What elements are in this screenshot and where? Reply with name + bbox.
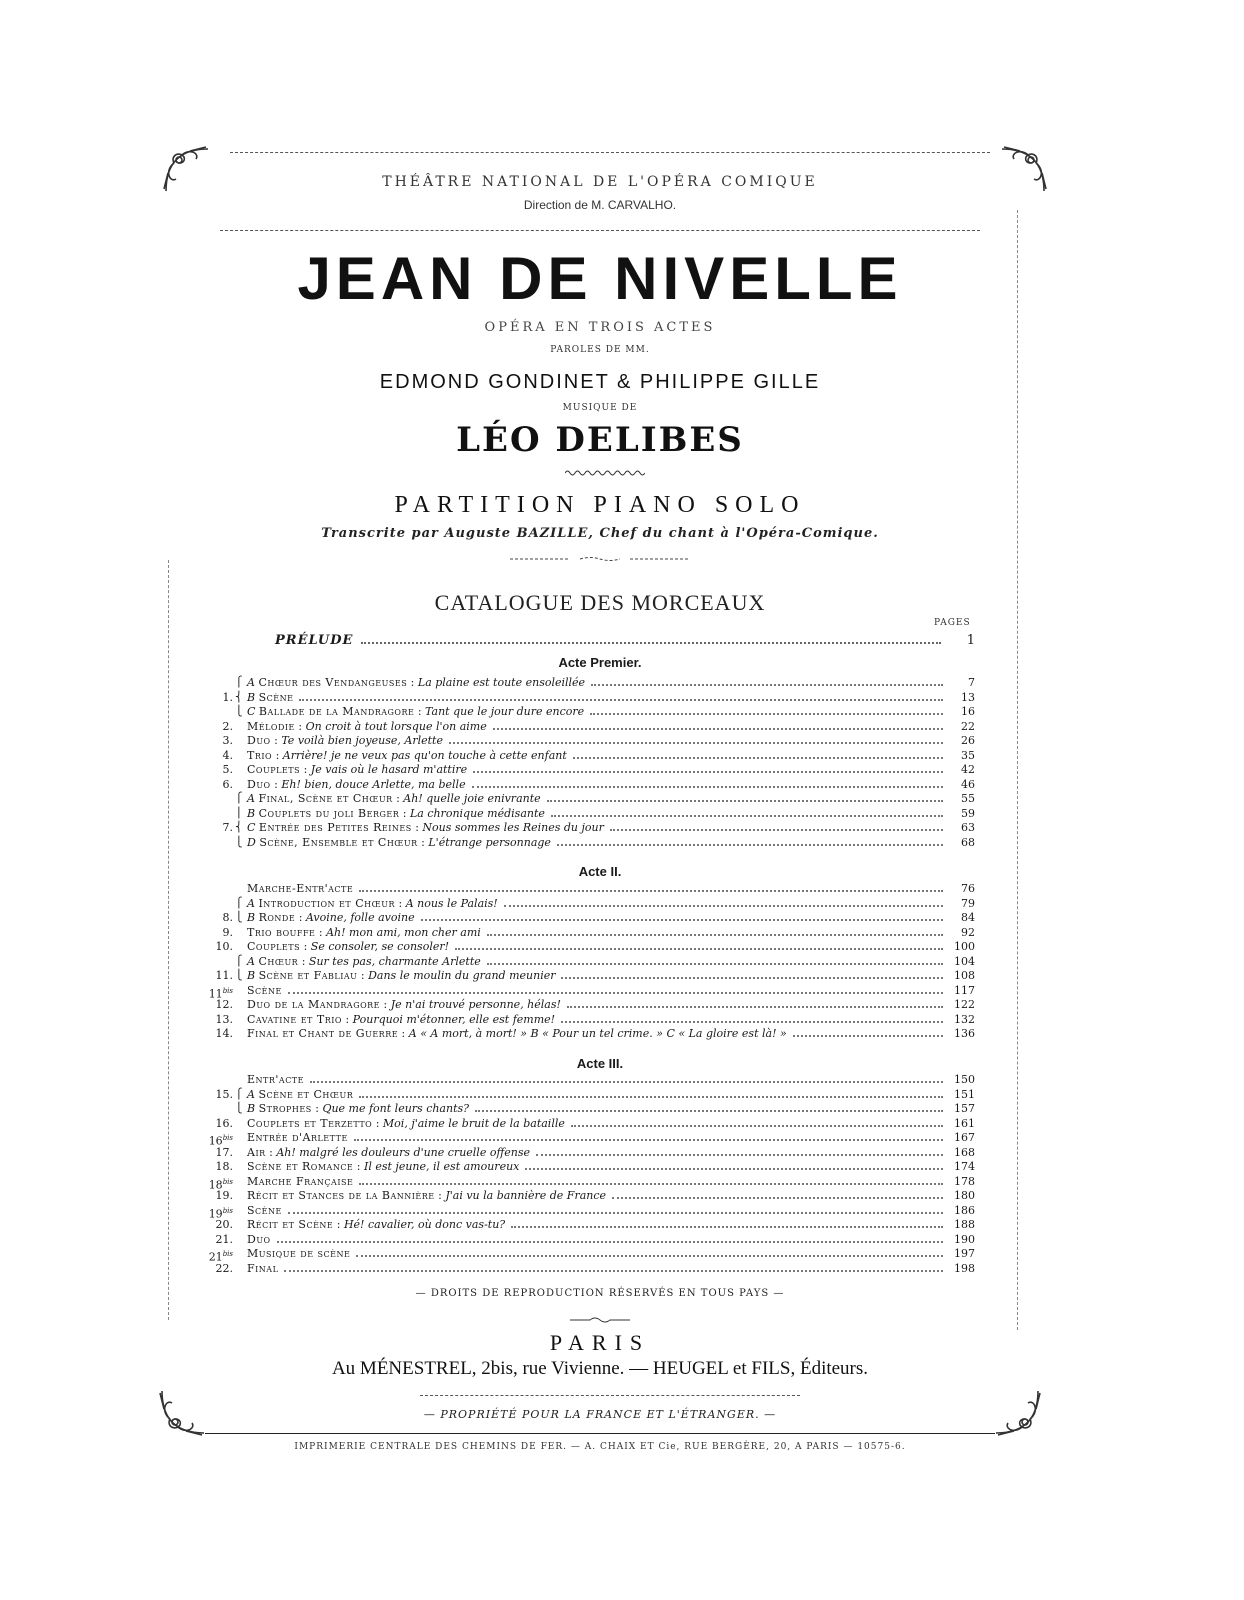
act-heading: Acte II. xyxy=(578,864,622,879)
list-item: 17. Air : Ah! malgré les douleurs d'une cruelle offense 168 xyxy=(200,1146,975,1161)
paroles-label: PAROLES DE MM. xyxy=(550,345,650,355)
item-incipit: Ah! mon ami, mon cher ami xyxy=(326,925,481,939)
item-incipit: Hé! cavalier, où donc vas-tu? xyxy=(343,1218,506,1231)
dot-leader xyxy=(557,844,943,846)
librettists: EDMOND GONDINET & PHILIPPE GILLE xyxy=(379,371,821,393)
item-number: 15. xyxy=(215,1087,233,1101)
dot-leader xyxy=(455,948,943,950)
list-item: 20. Récit et Scène : Hé! cavalier, où donc vas-tu? 188 xyxy=(200,1218,975,1233)
dot-leader xyxy=(359,1096,943,1098)
page-number: 157 xyxy=(954,1102,975,1115)
item-incipit: On croit à tout lorsque l'on aime xyxy=(305,719,487,733)
page-number: 132 xyxy=(954,1012,975,1026)
dot-leader xyxy=(421,919,943,921)
item-number: 2. xyxy=(222,719,233,733)
item-incipit: Te voilà bien joyeuse, Arlette xyxy=(281,734,443,747)
item-number: 17. xyxy=(215,1145,233,1159)
list-item: 7. ⎨ C Entrée des Petites Reines : Nous sommes les Reines du jour 63 xyxy=(200,821,975,836)
list-item: 10. Couplets : Se consoler, se consoler! 100 xyxy=(200,940,975,955)
item-title: Scène et Chœur xyxy=(258,1087,354,1101)
item-title: Chœur des Vendangeuses xyxy=(258,676,408,689)
dot-leader xyxy=(493,728,943,730)
page-number: 168 xyxy=(954,1145,975,1159)
composer: LÉO DELIBES xyxy=(456,420,744,460)
act-3-list xyxy=(200,1073,975,1276)
act-2-list xyxy=(200,882,975,1042)
item-title: Récit et Scène xyxy=(247,1218,334,1231)
list-item xyxy=(200,691,975,706)
item-incipit: Je vais où le hasard m'attire xyxy=(310,763,468,776)
item-incipit: Se consoler, se consoler! xyxy=(310,940,450,953)
brace-mid-icon: ⎨ xyxy=(235,691,243,703)
property-notice: — PROPRIÉTÉ POUR LA FRANCE ET L'ÉTRANGER. — xyxy=(423,1408,777,1421)
item-title: Final et Chant de Guerre xyxy=(247,1027,399,1040)
page-number: 151 xyxy=(954,1087,975,1101)
list-item: ⎧ A Introduction et Chœur : A nous le Palais! 79 xyxy=(235,896,975,910)
page-number: 100 xyxy=(954,940,975,953)
list-item: 4. Trio : Arrière! je ne veux pas qu'on touche à cette enfant 35 xyxy=(200,749,975,764)
dot-leader xyxy=(288,1212,943,1214)
dot-leader xyxy=(472,786,943,788)
list-item: 9. Trio bouffe : Ah! mon ami, mon cher ami 92 xyxy=(200,926,975,941)
page-number: 104 xyxy=(954,954,975,968)
brace-mid-icon: ⎨ xyxy=(235,822,243,833)
item-title: Musique de scène xyxy=(247,1247,351,1260)
item-number: $21^{bis}$ xyxy=(208,1250,233,1264)
header-divider xyxy=(220,230,980,231)
left-border-rule xyxy=(168,560,169,1320)
page-number: 92 xyxy=(961,925,975,939)
item-incipit: Que me font leurs chants? xyxy=(322,1102,470,1115)
item-title: Couplets xyxy=(247,763,301,776)
list-item: 18. Scène et Romance : Il est jeune, il est amoureux 174 xyxy=(200,1160,975,1175)
brace-top-icon: ⎧ xyxy=(235,897,243,909)
item-letter: B xyxy=(247,806,256,820)
dot-leader xyxy=(547,800,943,802)
item-letter: B xyxy=(247,690,256,704)
list-item xyxy=(200,882,975,897)
list-item xyxy=(200,1088,975,1103)
item-letter: D xyxy=(247,835,256,849)
item-title: Strophes xyxy=(258,1102,312,1115)
item-number: 14. xyxy=(215,1027,233,1040)
page-title: JEAN DE NIVELLE xyxy=(297,245,903,312)
item-incipit: La plaine est toute ensoleillée xyxy=(417,676,586,689)
dot-leader xyxy=(571,1125,943,1127)
item-title: Entrée des Petites Reines xyxy=(258,821,412,834)
list-item: ⎩ D Scène, Ensemble et Chœur : L'étrange personnage 68 xyxy=(235,835,975,849)
item-number: $11^{bis}$ xyxy=(208,986,233,1001)
list-item: 19. Récit et Stances de la Bannière : J'ai vu la bannière de France 180 xyxy=(200,1189,975,1204)
list-item: ⎧ A Chœur : Sur tes pas, charmante Arlette 104 xyxy=(235,954,975,968)
brace-bottom-icon: ⎩ xyxy=(235,1103,243,1114)
dot-leader xyxy=(511,1226,943,1228)
item-incipit: Arrière! je ne veux pas qu'on touche à cette enfant xyxy=(282,748,567,762)
item-number: 10. xyxy=(215,940,233,953)
dot-leader xyxy=(610,829,943,831)
page-number: 76 xyxy=(961,882,975,895)
item-number: 9. xyxy=(222,925,233,939)
item-number: 18. xyxy=(215,1160,233,1173)
dot-leader xyxy=(354,1139,943,1141)
item-incipit: Ah! malgré les douleurs d'une cruelle offense xyxy=(276,1145,530,1159)
divider-ornament-icon xyxy=(510,555,690,563)
list-item xyxy=(200,984,975,999)
item-title: Scène et Romance xyxy=(247,1160,354,1173)
page-number: 7 xyxy=(968,676,975,689)
dot-leader xyxy=(356,1255,943,1257)
page-number: 26 xyxy=(961,734,975,747)
bottom-border-rule xyxy=(205,1433,995,1434)
item-title: Ballade de la Mandragore xyxy=(258,705,415,718)
item-number: 6. xyxy=(222,777,233,791)
item-title: Scène xyxy=(247,983,282,997)
page-number: 16 xyxy=(961,705,975,718)
item-incipit: La chronique médisante xyxy=(409,806,545,820)
list-item: 16. Couplets et Terzetto : Moi, j'aime le bruit de la bataille 161 xyxy=(200,1117,975,1132)
catalogue-heading: CATALOGUE DES MORCEAUX xyxy=(434,590,766,615)
dot-leader xyxy=(573,757,943,759)
item-incipit: Moi, j'aime le bruit de la bataille xyxy=(382,1116,565,1130)
page-number: 46 xyxy=(961,777,975,791)
dot-leader xyxy=(475,1110,943,1112)
page-number: 150 xyxy=(954,1073,975,1086)
dot-leader xyxy=(299,699,943,701)
list-item: ⎩ B Strophes : Que me font leurs chants? 157 xyxy=(235,1102,975,1115)
dot-leader xyxy=(551,815,943,817)
dot-leader xyxy=(487,934,943,936)
item-number: $18^{bis}$ xyxy=(208,1177,233,1192)
page-number: 161 xyxy=(954,1116,975,1130)
list-item: 12. Duo de la Mandragore : Je n'ai trouvé personne, hélas! 122 xyxy=(200,998,975,1013)
item-number: 11. xyxy=(215,969,233,982)
list-item xyxy=(200,1233,975,1248)
dot-leader xyxy=(504,905,943,907)
page-number: 108 xyxy=(954,969,975,982)
item-letter: A xyxy=(247,896,255,910)
dot-leader xyxy=(359,1183,943,1185)
item-incipit: Eh! bien, douce Arlette, ma belle xyxy=(281,777,466,791)
item-letter: B xyxy=(247,1102,256,1115)
item-title: Final, Scène et Chœur xyxy=(258,792,393,805)
page-number: 122 xyxy=(954,998,975,1011)
item-title: Duo xyxy=(247,1232,271,1246)
act-1-list xyxy=(200,676,975,850)
dot-leader xyxy=(793,1035,943,1037)
brace-bottom-icon: ⎩ xyxy=(235,706,243,717)
item-incipit: Avoine, folle avoine xyxy=(305,911,415,924)
item-letter: C xyxy=(247,821,256,834)
page-number: 180 xyxy=(954,1189,975,1202)
item-title: Duo de la Mandragore xyxy=(247,998,381,1011)
item-title: Marche-Entr'acte xyxy=(247,882,354,895)
dot-leader xyxy=(590,713,943,715)
brace-bottom-icon: ⎩ xyxy=(235,912,243,923)
list-item xyxy=(200,1131,975,1146)
rights-notice: — DROITS DE REPRODUCTION RÉSERVÉS EN TOUS PAYS — xyxy=(415,1288,785,1299)
page-number: 117 xyxy=(954,983,975,997)
dot-leader xyxy=(561,977,943,979)
act-heading: Acte III. xyxy=(576,1056,624,1071)
item-letter: C xyxy=(247,705,256,718)
dot-leader xyxy=(567,1006,943,1008)
dot-leader xyxy=(612,1197,943,1199)
item-letter: A xyxy=(247,1087,255,1101)
item-title: Couplets du joli Berger xyxy=(258,806,400,820)
item-number: 22. xyxy=(215,1261,233,1275)
item-title: Final xyxy=(247,1261,279,1275)
item-title: Entr'acte xyxy=(247,1073,304,1086)
act-heading: Acte Premier. xyxy=(558,655,642,670)
item-incipit: Pourquoi m'étonner, elle est femme! xyxy=(352,1012,556,1026)
brace-top-icon: ⎧ xyxy=(235,793,243,804)
list-item xyxy=(200,1262,975,1277)
brace-top-icon: ⎧ xyxy=(235,677,243,688)
item-title: Récit et Stances de la Bannière xyxy=(247,1189,435,1202)
item-incipit: Sur tes pas, charmante Arlette xyxy=(308,954,481,968)
page-number: 84 xyxy=(961,911,975,924)
item-number: 1. xyxy=(222,690,233,704)
item-title: Cavatine et Trio xyxy=(247,1012,342,1026)
item-title: Duo xyxy=(247,777,271,791)
page-number: 197 xyxy=(954,1247,975,1260)
page-number: 188 xyxy=(954,1218,975,1231)
list-item xyxy=(200,1247,975,1262)
item-incipit: Ah! quelle joie enivrante xyxy=(403,792,541,805)
page-number: 35 xyxy=(961,748,975,762)
page-number: 174 xyxy=(954,1160,975,1173)
item-title: Entrée d'Arlette xyxy=(247,1131,348,1144)
item-title: Trio bouffe xyxy=(247,925,316,939)
brace-top-icon: ⎧ xyxy=(235,955,243,967)
item-incipit: L'étrange personnage xyxy=(428,835,551,849)
page-number: 79 xyxy=(961,896,975,910)
list-item: 8. ⎩ B Ronde : Avoine, folle avoine 84 xyxy=(200,911,975,926)
item-number: 12. xyxy=(215,998,233,1011)
printer-line: IMPRIMERIE CENTRALE DES CHEMINS DE FER. — A. CHAIX ET Cie, RUE BERGÈRE, 20, A PARIS — 10575-6. xyxy=(294,1442,906,1452)
list-item: ⎧ A Final, Scène et Chœur : Ah! quelle joie enivrante 55 xyxy=(235,792,975,805)
subtitle: OPÉRA EN TROIS ACTES xyxy=(484,320,716,335)
item-number: 3. xyxy=(222,734,233,747)
page-number: 186 xyxy=(954,1203,975,1217)
item-title: Scène xyxy=(258,690,294,704)
page-number: 1 xyxy=(966,633,975,648)
item-title: Duo xyxy=(247,734,271,747)
item-title: Mélodie xyxy=(247,719,295,733)
item-number: 7. xyxy=(222,821,233,834)
item-incipit: A « A mort, à mort! » B « Pour un tel crime. » C « La gloire est là! » xyxy=(408,1027,787,1040)
item-title: Couplets xyxy=(247,940,301,953)
item-title: Chœur xyxy=(258,954,299,968)
dot-leader xyxy=(361,642,941,644)
page-number: 167 xyxy=(954,1131,975,1144)
page-number: 63 xyxy=(961,821,975,834)
dot-leader xyxy=(525,1168,943,1170)
dot-leader xyxy=(487,963,943,965)
partition-label: PARTITION PIANO SOLO xyxy=(394,492,806,518)
item-title: Scène et Fabliau xyxy=(258,969,358,982)
dot-leader xyxy=(536,1154,943,1156)
page-number: 68 xyxy=(961,835,975,849)
item-number: 20. xyxy=(215,1218,233,1231)
item-number: 16. xyxy=(215,1116,233,1130)
dot-leader xyxy=(284,1270,943,1272)
theatre-name: THÉÂTRE NATIONAL DE L'OPÉRA COMIQUE xyxy=(382,174,818,190)
brace-mid-icon: ⎪ xyxy=(235,807,243,819)
page-number: 13 xyxy=(961,690,975,704)
list-item: 6. Duo : Eh! bien, douce Arlette, ma belle 46 xyxy=(200,778,975,793)
prelude-entry xyxy=(275,633,975,649)
item-title: Couplets et Terzetto xyxy=(247,1116,373,1130)
item-number: 13. xyxy=(215,1012,233,1026)
dot-leader xyxy=(359,890,943,892)
item-incipit: Nous sommes les Reines du jour xyxy=(422,821,604,834)
brace-bottom-icon: ⎩ xyxy=(235,970,243,981)
transcription-credit: Transcrite par Auguste BAZILLE, Chef du chant à l'Opéra-Comique. xyxy=(321,526,879,541)
publisher-divider xyxy=(420,1395,800,1396)
item-title: Trio xyxy=(247,748,273,762)
direction-line: Direction de M. CARVALHO. xyxy=(523,198,677,212)
item-title: Marche Française xyxy=(247,1174,354,1188)
item-number: 4. xyxy=(222,748,233,762)
item-letter: A xyxy=(247,676,255,689)
dot-leader xyxy=(277,1241,943,1243)
item-letter: B xyxy=(247,969,256,982)
page-number: 190 xyxy=(954,1232,975,1246)
pages-column-label: PAGES xyxy=(934,618,971,628)
item-title: Introduction et Chœur xyxy=(258,896,395,910)
page-number: 42 xyxy=(961,763,975,776)
list-item: 5. Couplets : Je vais où le hasard m'attire 42 xyxy=(200,763,975,778)
dot-leader xyxy=(449,742,943,744)
small-ornament-icon xyxy=(570,1316,630,1324)
item-incipit: Il est jeune, il est amoureux xyxy=(363,1160,520,1173)
publisher-line: Au MÉNESTREL, 2bis, rue Vivienne. — HEUGEL et FILS, Éditeurs. xyxy=(331,1358,869,1379)
item-incipit: A nous le Palais! xyxy=(405,896,498,910)
item-letter: B xyxy=(247,911,256,924)
item-title: Ronde xyxy=(258,911,296,924)
list-item: 13. Cavatine et Trio : Pourquoi m'étonner, elle est femme! 132 xyxy=(200,1013,975,1028)
list-item: ⎧ A Chœur des Vendangeuses : La plaine est toute ensoleillée 7 xyxy=(235,676,975,689)
item-number: $19^{bis}$ xyxy=(208,1206,233,1221)
item-number: 8. xyxy=(222,911,233,924)
item-number: 19. xyxy=(215,1189,233,1202)
list-item xyxy=(200,1073,975,1088)
item-incipit: Je n'ai trouvé personne, hélas! xyxy=(390,998,561,1011)
item-number: 5. xyxy=(222,763,233,776)
brace-bottom-icon: ⎩ xyxy=(235,836,243,848)
list-item xyxy=(200,1204,975,1219)
page-number: 55 xyxy=(961,792,975,805)
list-item: 2. Mélodie : On croit à tout lorsque l'on aime 22 xyxy=(200,720,975,735)
item-letter: A xyxy=(247,792,255,805)
page-number: 22 xyxy=(961,719,975,733)
page-number: 136 xyxy=(954,1027,975,1040)
item-title: Scène, Ensemble et Chœur xyxy=(259,835,418,849)
item-incipit: Tant que le jour dure encore xyxy=(425,705,585,718)
item-incipit: Dans le moulin du grand meunier xyxy=(368,969,556,982)
list-item: 11. ⎩ B Scène et Fabliau : Dans le moulin du grand meunier 108 xyxy=(200,969,975,984)
city-label: PARIS xyxy=(549,1330,651,1355)
brace-top-icon: ⎧ xyxy=(235,1088,243,1100)
musique-label: MUSIQUE DE xyxy=(562,403,638,413)
dot-leader xyxy=(591,684,943,686)
list-item: 3. Duo : Te voilà bien joyeuse, Arlette 26 xyxy=(200,734,975,749)
prelude-label: PRÉLUDE xyxy=(275,633,354,648)
item-letter: A xyxy=(247,954,255,968)
dot-leader xyxy=(310,1081,943,1083)
wavy-ornament-icon xyxy=(565,469,645,477)
top-border-rule xyxy=(230,152,990,153)
item-title: Air xyxy=(247,1145,266,1159)
page-number: 178 xyxy=(954,1174,975,1188)
item-title: Scène xyxy=(247,1203,282,1217)
item-number: 21. xyxy=(215,1232,233,1246)
list-item: ⎩ C Ballade de la Mandragore : Tant que le jour dure encore 16 xyxy=(235,705,975,718)
dot-leader xyxy=(473,771,943,773)
dot-leader xyxy=(561,1021,943,1023)
dot-leader xyxy=(288,992,943,994)
page-number: 198 xyxy=(954,1261,975,1275)
list-item: ⎪ B Couplets du joli Berger : La chronique médisante 59 xyxy=(235,806,975,820)
page-number: 59 xyxy=(961,806,975,820)
list-item: 14. Final et Chant de Guerre : A « A mort, à mort! » B « Pour un tel crime. » C « La gloire est là! » 136 xyxy=(200,1027,975,1042)
item-incipit: J'ai vu la bannière de France xyxy=(445,1189,607,1202)
list-item xyxy=(200,1175,975,1190)
item-number: $16^{bis}$ xyxy=(208,1134,233,1148)
